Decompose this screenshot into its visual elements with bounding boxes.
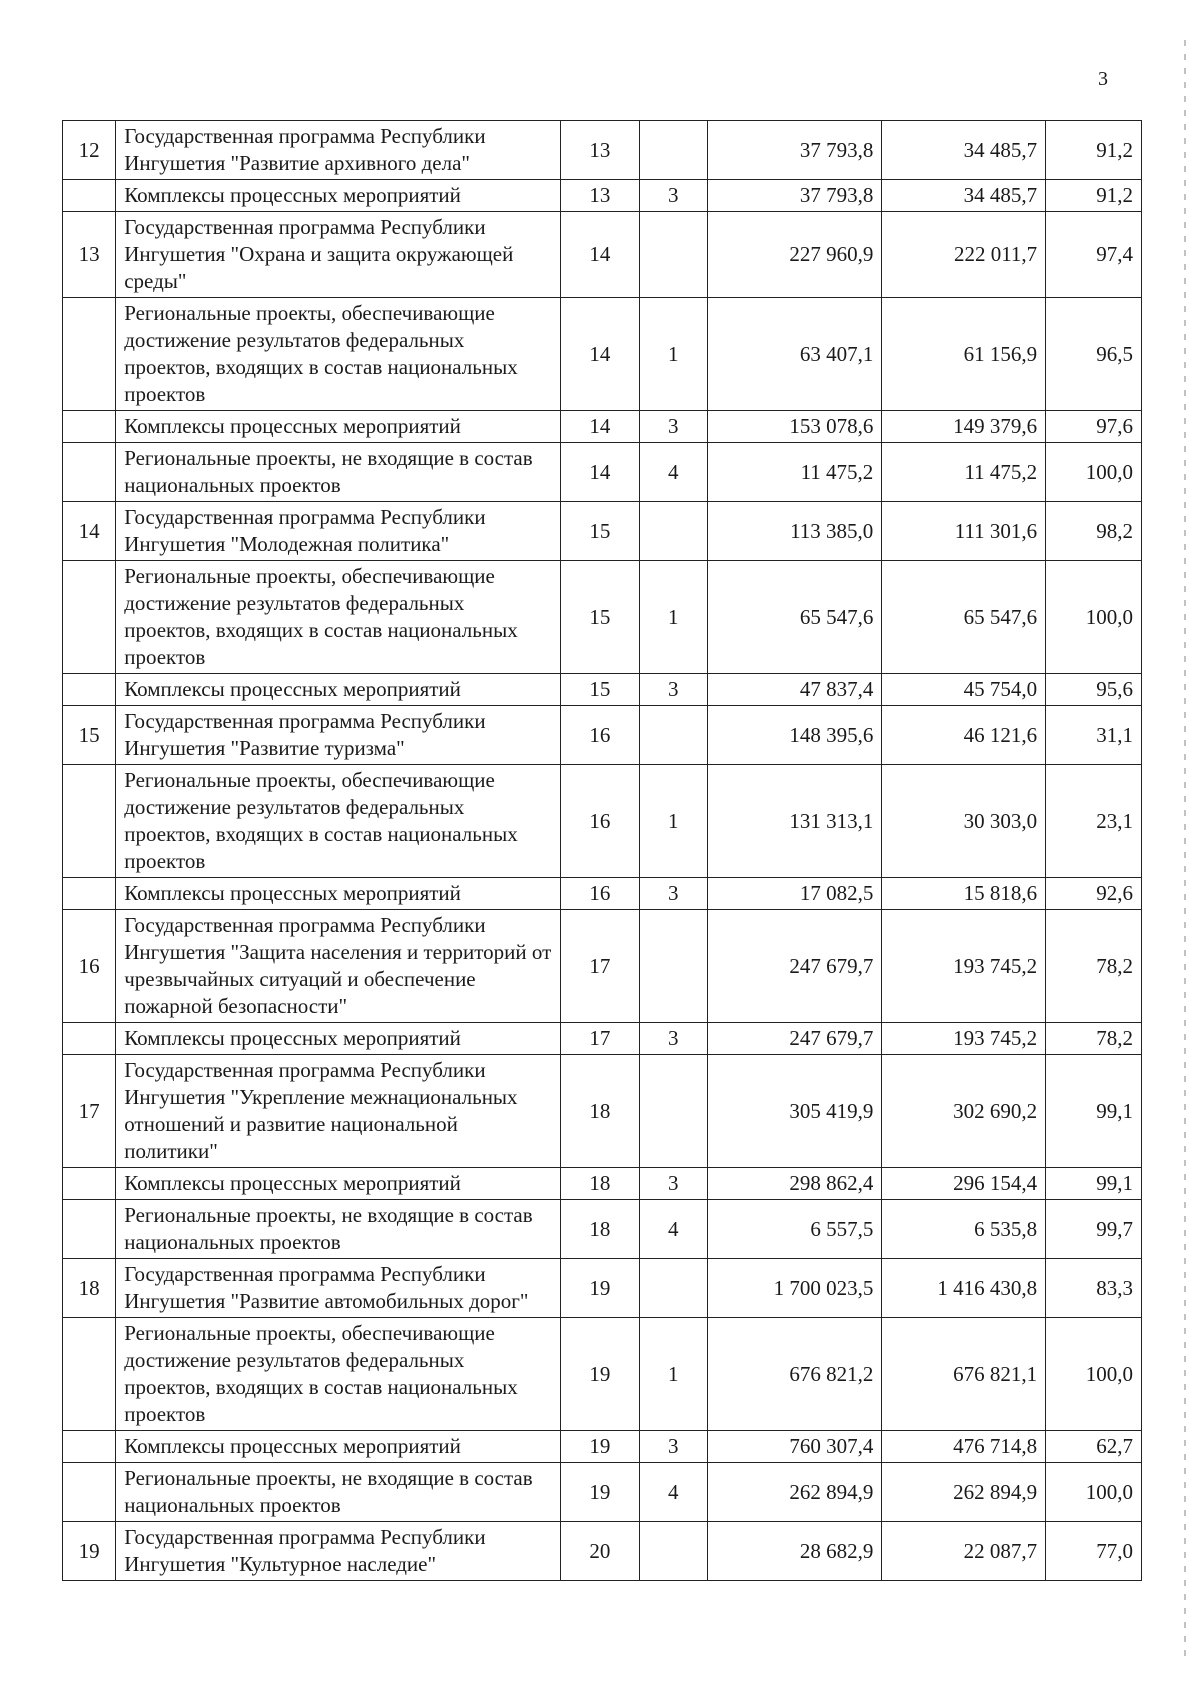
row-number-cell bbox=[63, 1463, 116, 1522]
subprogram-code-cell: 3 bbox=[639, 1431, 707, 1463]
actual-amount-cell: 34 485,7 bbox=[882, 121, 1046, 180]
execution-percent-cell: 99,7 bbox=[1046, 1200, 1142, 1259]
program-code-cell: 19 bbox=[560, 1431, 639, 1463]
program-name-cell: Комплексы процессных мероприятий bbox=[116, 1023, 561, 1055]
actual-amount-cell: 11 475,2 bbox=[882, 443, 1046, 502]
actual-amount-cell: 296 154,4 bbox=[882, 1168, 1046, 1200]
subprogram-code-cell: 3 bbox=[639, 411, 707, 443]
program-name-cell: Региональные проекты, обеспечивающие достижение результатов федеральных проектов, входящих в состав национальных проектов bbox=[116, 765, 561, 878]
actual-amount-cell: 476 714,8 bbox=[882, 1431, 1046, 1463]
program-name-cell: Государственная программа Республики Ингушетия "Развитие архивного дела" bbox=[116, 121, 561, 180]
program-name-cell: Региональные проекты, обеспечивающие достижение результатов федеральных проектов, входящих в состав национальных проектов bbox=[116, 1318, 561, 1431]
subprogram-code-cell: 1 bbox=[639, 1318, 707, 1431]
actual-amount-cell: 45 754,0 bbox=[882, 674, 1046, 706]
subprogram-code-cell: 1 bbox=[639, 298, 707, 411]
row-number-cell bbox=[63, 765, 116, 878]
program-code-cell: 19 bbox=[560, 1259, 639, 1318]
table-row bbox=[63, 1463, 1142, 1522]
row-number-cell bbox=[63, 443, 116, 502]
program-name-cell: Государственная программа Республики Ингушетия "Укрепление межнациональных отношений и развитие национальной политики" bbox=[116, 1055, 561, 1168]
subprogram-code-cell bbox=[639, 502, 707, 561]
table-row bbox=[63, 1431, 1142, 1463]
program-name-cell: Комплексы процессных мероприятий bbox=[116, 411, 561, 443]
program-name-cell: Региональные проекты, не входящие в состав национальных проектов bbox=[116, 1463, 561, 1522]
table-row bbox=[63, 1023, 1142, 1055]
program-name-cell: Комплексы процессных мероприятий bbox=[116, 1168, 561, 1200]
table-row bbox=[63, 878, 1142, 910]
table-row bbox=[63, 298, 1142, 411]
budget-table bbox=[62, 120, 1142, 1581]
budget-table-body bbox=[63, 121, 1142, 1581]
program-code-cell: 14 bbox=[560, 411, 639, 443]
subprogram-code-cell bbox=[639, 910, 707, 1023]
actual-amount-cell: 222 011,7 bbox=[882, 212, 1046, 298]
actual-amount-cell: 6 535,8 bbox=[882, 1200, 1046, 1259]
table-row bbox=[63, 1168, 1142, 1200]
row-number-cell bbox=[63, 411, 116, 443]
subprogram-code-cell bbox=[639, 1055, 707, 1168]
execution-percent-cell: 99,1 bbox=[1046, 1168, 1142, 1200]
program-code-cell: 19 bbox=[560, 1318, 639, 1431]
program-name-cell: Государственная программа Республики Ингушетия "Развитие туризма" bbox=[116, 706, 561, 765]
program-code-cell: 18 bbox=[560, 1055, 639, 1168]
table-row bbox=[63, 411, 1142, 443]
subprogram-code-cell: 3 bbox=[639, 1168, 707, 1200]
subprogram-code-cell: 3 bbox=[639, 1023, 707, 1055]
row-number-cell bbox=[63, 1200, 116, 1259]
program-code-cell: 16 bbox=[560, 765, 639, 878]
row-number-cell bbox=[63, 1023, 116, 1055]
table-row bbox=[63, 1200, 1142, 1259]
subprogram-code-cell: 3 bbox=[639, 674, 707, 706]
table-row bbox=[63, 561, 1142, 674]
planned-amount-cell: 47 837,4 bbox=[707, 674, 882, 706]
table-row bbox=[63, 180, 1142, 212]
program-name-cell: Комплексы процессных мероприятий bbox=[116, 674, 561, 706]
program-code-cell: 17 bbox=[560, 1023, 639, 1055]
program-code-cell: 17 bbox=[560, 910, 639, 1023]
row-number-cell bbox=[63, 298, 116, 411]
planned-amount-cell: 113 385,0 bbox=[707, 502, 882, 561]
program-code-cell: 20 bbox=[560, 1522, 639, 1581]
execution-percent-cell: 62,7 bbox=[1046, 1431, 1142, 1463]
program-code-cell: 14 bbox=[560, 212, 639, 298]
execution-percent-cell: 91,2 bbox=[1046, 121, 1142, 180]
actual-amount-cell: 15 818,6 bbox=[882, 878, 1046, 910]
table-row bbox=[63, 121, 1142, 180]
subprogram-code-cell: 1 bbox=[639, 561, 707, 674]
planned-amount-cell: 247 679,7 bbox=[707, 1023, 882, 1055]
row-number-cell bbox=[63, 180, 116, 212]
execution-percent-cell: 78,2 bbox=[1046, 910, 1142, 1023]
row-number-cell: 14 bbox=[63, 502, 116, 561]
row-number-cell bbox=[63, 674, 116, 706]
program-code-cell: 15 bbox=[560, 502, 639, 561]
subprogram-code-cell: 3 bbox=[639, 180, 707, 212]
row-number-cell: 16 bbox=[63, 910, 116, 1023]
planned-amount-cell: 760 307,4 bbox=[707, 1431, 882, 1463]
program-code-cell: 16 bbox=[560, 878, 639, 910]
actual-amount-cell: 65 547,6 bbox=[882, 561, 1046, 674]
program-code-cell: 18 bbox=[560, 1168, 639, 1200]
planned-amount-cell: 63 407,1 bbox=[707, 298, 882, 411]
row-number-cell bbox=[63, 561, 116, 674]
program-name-cell: Государственная программа Республики Ингушетия "Молодежная политика" bbox=[116, 502, 561, 561]
actual-amount-cell: 46 121,6 bbox=[882, 706, 1046, 765]
planned-amount-cell: 65 547,6 bbox=[707, 561, 882, 674]
execution-percent-cell: 96,5 bbox=[1046, 298, 1142, 411]
subprogram-code-cell bbox=[639, 1522, 707, 1581]
planned-amount-cell: 247 679,7 bbox=[707, 910, 882, 1023]
planned-amount-cell: 28 682,9 bbox=[707, 1522, 882, 1581]
table-row bbox=[63, 1259, 1142, 1318]
subprogram-code-cell: 1 bbox=[639, 765, 707, 878]
program-code-cell: 15 bbox=[560, 674, 639, 706]
execution-percent-cell: 97,4 bbox=[1046, 212, 1142, 298]
execution-percent-cell: 83,3 bbox=[1046, 1259, 1142, 1318]
actual-amount-cell: 193 745,2 bbox=[882, 1023, 1046, 1055]
execution-percent-cell: 92,6 bbox=[1046, 878, 1142, 910]
row-number-cell bbox=[63, 1431, 116, 1463]
execution-percent-cell: 100,0 bbox=[1046, 1318, 1142, 1431]
program-name-cell: Комплексы процессных мероприятий bbox=[116, 180, 561, 212]
planned-amount-cell: 37 793,8 bbox=[707, 180, 882, 212]
planned-amount-cell: 305 419,9 bbox=[707, 1055, 882, 1168]
planned-amount-cell: 17 082,5 bbox=[707, 878, 882, 910]
table-row bbox=[63, 212, 1142, 298]
table-row bbox=[63, 765, 1142, 878]
execution-percent-cell: 77,0 bbox=[1046, 1522, 1142, 1581]
subprogram-code-cell: 4 bbox=[639, 443, 707, 502]
subprogram-code-cell bbox=[639, 212, 707, 298]
program-code-cell: 13 bbox=[560, 121, 639, 180]
table-row bbox=[63, 502, 1142, 561]
row-number-cell bbox=[63, 1318, 116, 1431]
table-row bbox=[63, 1055, 1142, 1168]
execution-percent-cell: 97,6 bbox=[1046, 411, 1142, 443]
execution-percent-cell: 98,2 bbox=[1046, 502, 1142, 561]
subprogram-code-cell: 3 bbox=[639, 878, 707, 910]
program-name-cell: Государственная программа Республики Ингушетия "Культурное наследие" bbox=[116, 1522, 561, 1581]
program-code-cell: 19 bbox=[560, 1463, 639, 1522]
execution-percent-cell: 23,1 bbox=[1046, 765, 1142, 878]
row-number-cell bbox=[63, 1168, 116, 1200]
planned-amount-cell: 298 862,4 bbox=[707, 1168, 882, 1200]
scan-edge-artifact bbox=[1184, 40, 1186, 1660]
execution-percent-cell: 78,2 bbox=[1046, 1023, 1142, 1055]
table-row bbox=[63, 1318, 1142, 1431]
actual-amount-cell: 193 745,2 bbox=[882, 910, 1046, 1023]
program-code-cell: 14 bbox=[560, 443, 639, 502]
program-code-cell: 13 bbox=[560, 180, 639, 212]
table-row bbox=[63, 706, 1142, 765]
row-number-cell: 17 bbox=[63, 1055, 116, 1168]
row-number-cell: 12 bbox=[63, 121, 116, 180]
row-number-cell bbox=[63, 878, 116, 910]
program-name-cell: Региональные проекты, обеспечивающие достижение результатов федеральных проектов, входящих в состав национальных проектов bbox=[116, 298, 561, 411]
planned-amount-cell: 227 960,9 bbox=[707, 212, 882, 298]
program-name-cell: Государственная программа Республики Ингушетия "Развитие автомобильных дорог" bbox=[116, 1259, 561, 1318]
row-number-cell: 13 bbox=[63, 212, 116, 298]
program-name-cell: Комплексы процессных мероприятий bbox=[116, 878, 561, 910]
planned-amount-cell: 37 793,8 bbox=[707, 121, 882, 180]
program-name-cell: Региональные проекты, обеспечивающие достижение результатов федеральных проектов, входящих в состав национальных проектов bbox=[116, 561, 561, 674]
actual-amount-cell: 676 821,1 bbox=[882, 1318, 1046, 1431]
table-row bbox=[63, 674, 1142, 706]
actual-amount-cell: 262 894,9 bbox=[882, 1463, 1046, 1522]
planned-amount-cell: 262 894,9 bbox=[707, 1463, 882, 1522]
program-name-cell: Региональные проекты, не входящие в состав национальных проектов bbox=[116, 1200, 561, 1259]
actual-amount-cell: 1 416 430,8 bbox=[882, 1259, 1046, 1318]
planned-amount-cell: 676 821,2 bbox=[707, 1318, 882, 1431]
actual-amount-cell: 34 485,7 bbox=[882, 180, 1046, 212]
execution-percent-cell: 100,0 bbox=[1046, 561, 1142, 674]
execution-percent-cell: 91,2 bbox=[1046, 180, 1142, 212]
program-name-cell: Государственная программа Республики Ингушетия "Охрана и защита окружающей среды" bbox=[116, 212, 561, 298]
planned-amount-cell: 148 395,6 bbox=[707, 706, 882, 765]
program-code-cell: 18 bbox=[560, 1200, 639, 1259]
row-number-cell: 18 bbox=[63, 1259, 116, 1318]
planned-amount-cell: 131 313,1 bbox=[707, 765, 882, 878]
subprogram-code-cell bbox=[639, 1259, 707, 1318]
program-code-cell: 15 bbox=[560, 561, 639, 674]
subprogram-code-cell: 4 bbox=[639, 1200, 707, 1259]
planned-amount-cell: 11 475,2 bbox=[707, 443, 882, 502]
subprogram-code-cell bbox=[639, 121, 707, 180]
row-number-cell: 19 bbox=[63, 1522, 116, 1581]
program-name-cell: Региональные проекты, не входящие в состав национальных проектов bbox=[116, 443, 561, 502]
execution-percent-cell: 95,6 bbox=[1046, 674, 1142, 706]
actual-amount-cell: 22 087,7 bbox=[882, 1522, 1046, 1581]
actual-amount-cell: 61 156,9 bbox=[882, 298, 1046, 411]
actual-amount-cell: 30 303,0 bbox=[882, 765, 1046, 878]
table-row bbox=[63, 443, 1142, 502]
execution-percent-cell: 100,0 bbox=[1046, 443, 1142, 502]
program-name-cell: Государственная программа Республики Ингушетия "Защита населения и территорий от чрезвычайных ситуаций и обеспечение пожарной безопасности" bbox=[116, 910, 561, 1023]
planned-amount-cell: 153 078,6 bbox=[707, 411, 882, 443]
actual-amount-cell: 302 690,2 bbox=[882, 1055, 1046, 1168]
table-row bbox=[63, 910, 1142, 1023]
table-row bbox=[63, 1522, 1142, 1581]
actual-amount-cell: 111 301,6 bbox=[882, 502, 1046, 561]
program-name-cell: Комплексы процессных мероприятий bbox=[116, 1431, 561, 1463]
subprogram-code-cell bbox=[639, 706, 707, 765]
subprogram-code-cell: 4 bbox=[639, 1463, 707, 1522]
planned-amount-cell: 1 700 023,5 bbox=[707, 1259, 882, 1318]
program-code-cell: 16 bbox=[560, 706, 639, 765]
row-number-cell: 15 bbox=[63, 706, 116, 765]
execution-percent-cell: 99,1 bbox=[1046, 1055, 1142, 1168]
actual-amount-cell: 149 379,6 bbox=[882, 411, 1046, 443]
execution-percent-cell: 31,1 bbox=[1046, 706, 1142, 765]
execution-percent-cell: 100,0 bbox=[1046, 1463, 1142, 1522]
page-number: 3 bbox=[1098, 68, 1108, 90]
planned-amount-cell: 6 557,5 bbox=[707, 1200, 882, 1259]
program-code-cell: 14 bbox=[560, 298, 639, 411]
